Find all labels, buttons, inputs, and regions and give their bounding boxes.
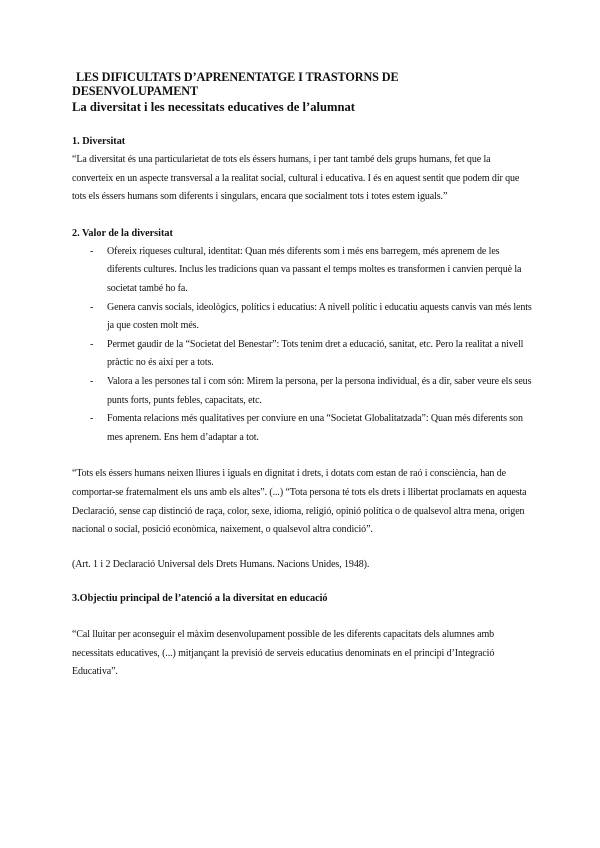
section2-bullet-list [72,243,532,448]
list-item-text: Fomenta relacions més qualitatives per conviure en una “Societat Globalitatzada”: Quan més diferents son mes aprenem. Ens hem d’adaptar a tot. [107,413,523,443]
list-item [72,243,532,299]
section2-heading: 2. Valor de la diversitat [72,227,173,239]
section1-quote: “La diversitat és una particularietat de tots els éssers humans, i per tant també dels grups humans, fet que la converteix en un aspecte transversal a la realitat social, cultural i educativa. I és en aquest sentit que podem dir que tots els éssers humans som diferents i singulars, encara que socialment tots i totes estem iguals.” [72,154,520,203]
list-item [72,299,532,336]
document-title-line2: DESENVOLUPAMENT [72,84,199,98]
section2-quote: “Tots els éssers humans neixen lliures i iguals en dignitat i drets, i dotats com estan de raó i consciència, han de comportar-se fraternalment els uns amb els altes”. (...) “Tota persona té tots els drets i llibertat proclamats en aquesta Declaració, sense cap distinció de raça, color, sexe, idioma, religió, opinió política o de qualsevol altra mena, origen nacional o social, posició econòmica, naixement, o qualsevol altra condició”. [72,468,527,536]
list-item-text: Ofereix riqueses cultural, identitat: Quan més diferents som i més ens barregem, més aprenem de les diferents cultures. Inclus les tradicions quan va passant el temps moltes es transformen i canvien perquè la societat també ho fa. [107,245,522,294]
list-item [72,336,532,373]
document-title-line1: LES DIFICULTATS D’APRENENTATGE I TRASTORNS DE [76,70,399,84]
document-page [72,70,532,682]
bullet-dash: - [90,301,94,313]
document-subtitle: La diversitat i les necessitats educatives de l’alumnat [72,100,355,114]
bullet-dash: - [90,413,94,425]
section2-citation: (Art. 1 i 2 Declaració Universal dels Drets Humans. Nacions Unides, 1948). [72,558,370,570]
section3-quote: “Cal lluitar per aconseguir el màxim desenvolupament possible de les diferents capacitats dels alumnes amb necessitats educatives, (...) mitjançant la previsió de serveis educatius denominats en el principi d’Integració Educativa”. [72,629,495,678]
section3-heading: 3.Objectiu principal de l’atenció a la diversitat en educació [72,593,328,605]
list-item-text: Permet gaudir de la “Societat del Benestar”: Tots tenim dret a educació, sanitat, etc. Pero la realitat a nivell pràctic no és així per a tots. [107,338,524,369]
section1-heading: 1. Diversitat [72,136,126,147]
list-item-text: Valora a les persones tal i com són: Mirem la persona, per la persona individual, és a dir, saber veure els seus punts forts, punts febles, capacitats, etc. [107,375,532,406]
bullet-dash: - [90,245,94,257]
list-item [72,410,532,447]
bullet-dash: - [90,338,94,350]
bullet-dash: - [90,375,94,387]
list-item [72,373,532,410]
list-item-text: Genera canvis socials, ideològics, polítics i educatius: A nivell polític i educatiu aquests canvis van més lents ja que costen molt més. [107,301,532,332]
